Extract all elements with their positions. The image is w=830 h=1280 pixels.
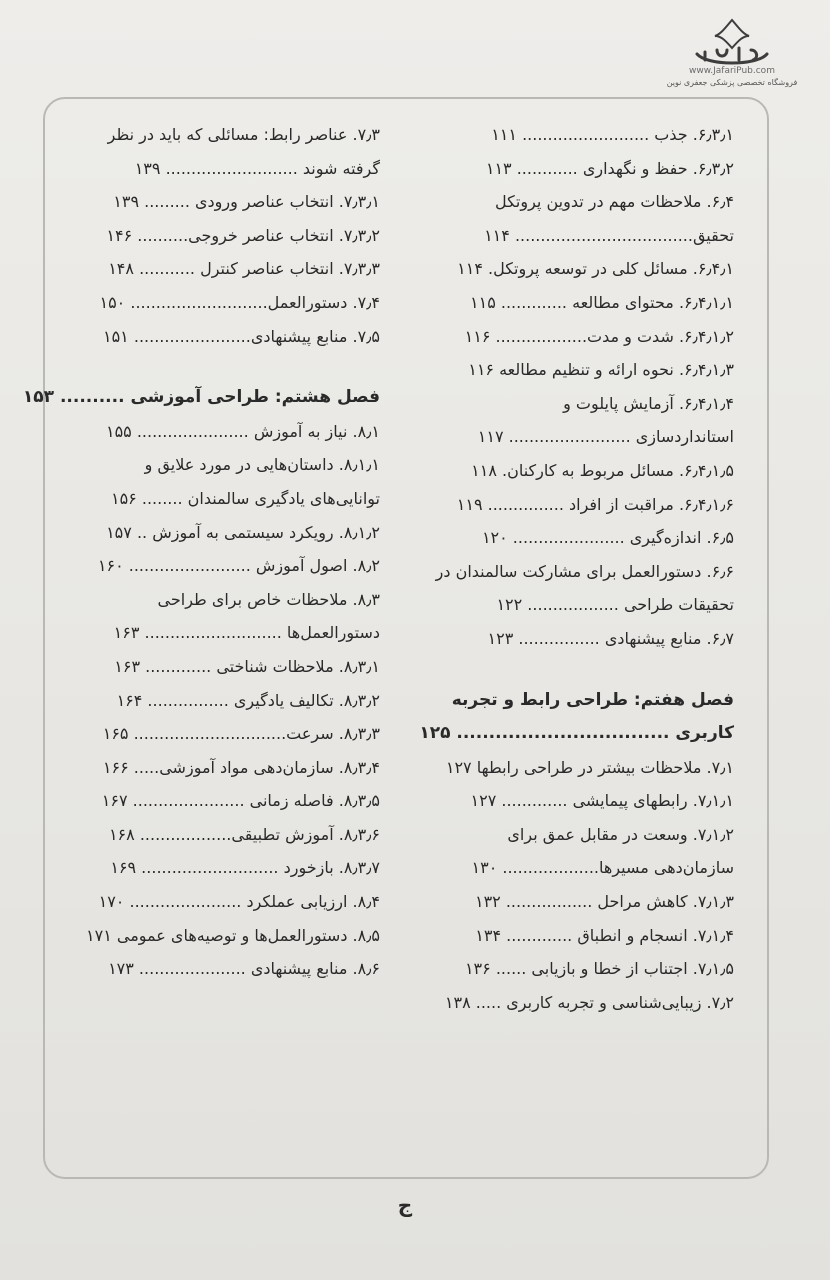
toc-entry: ۷٫۱٫۳. کاهش مراحل ................. ۱۳۲	[474, 892, 734, 912]
publisher-logo-icon	[687, 14, 777, 72]
toc-entry: ۶٫۴٫۱٫۴. آزمایش پایلوت و	[563, 393, 734, 413]
toc-entry: ۷٫۵. منابع پیشنهادی....................... ۱۵۱	[102, 326, 380, 346]
toc-column-left	[22, 118, 380, 986]
toc-entry: ۶٫۳٫۲. حفظ و نگهداری ............ ۱۱۳	[485, 158, 734, 178]
toc-entry: ۷٫۳. عناصر رابط: مسائلی که باید در نظر	[107, 125, 380, 144]
toc-entry: توانایی‌های یادگیری سالمندان ........ ۱۵۶	[110, 488, 380, 508]
toc-entry: ۶٫۴٫۱٫۵. مسائل مربوط به کارکنان. ۱۱۸	[471, 460, 734, 480]
toc-entry: تحقیق................................... ۱۱۴	[484, 225, 734, 245]
toc-entry: ۶٫۵. اندازه‌گیری ...................... ۱۲۰	[481, 528, 734, 548]
toc-entry: ۶٫۷. منابع پیشنهادی ................ ۱۲۳	[487, 628, 734, 648]
section-gap	[412, 656, 734, 684]
toc-entry: ۷٫۱٫۴. انسجام و انطباق ............. ۱۳۴	[475, 925, 734, 945]
toc-entry: ۸٫۳٫۱. ملاحظات شناختی ............. ۱۶۳	[114, 656, 380, 676]
toc-entry: ۸٫۱٫۱. داستان‌هایی در مورد علایق و	[144, 455, 380, 475]
toc-entry: ۸٫۵. دستورالعمل‌ها و توصیه‌های عمومی ۱۷۱	[86, 925, 380, 945]
toc-entry: ۸٫۴. ارزیابی عملکرد ...................... ۱۷۰	[98, 892, 380, 912]
chapter-heading: کاربری ................................. ۱۲۵	[419, 723, 734, 744]
toc-entry: ۸٫۱. نیاز به آموزش ...................... ۱۵۵	[105, 421, 380, 441]
toc-entry: ۸٫۳٫۲. تکالیف یادگیری ................ ۱۶۴	[116, 690, 380, 710]
toc-entry: استانداردسازی ........................ ۱۱۷	[477, 427, 734, 447]
watermark-shop: فروشگاه تخصصی پزشکی جعفری نوین	[666, 78, 798, 87]
toc-entry: ۶٫۴٫۱. مسائل کلی در توسعه پروتکل. ۱۱۴	[457, 259, 734, 279]
toc-entry: ۸٫۱٫۲. رویکرد سیستمی به آموزش .. ۱۵۷	[106, 522, 380, 542]
toc-entry: ۷٫۳٫۳. انتخاب عناصر کنترل ........... ۱۴۸	[108, 259, 380, 279]
toc-column-right	[412, 118, 734, 1019]
toc-entry: ۶٫۳٫۱. جذب ......................... ۱۱۱	[491, 125, 734, 144]
toc-entry: ۷٫۳٫۱. انتخاب عناصر ورودی ......... ۱۳۹	[113, 192, 380, 212]
chapter-heading: فصل هشتم: طراحی آموزشی .......... ۱۵۳	[22, 387, 380, 408]
toc-entry: ۶٫۴٫۱٫۲. شدت و مدت.................. ۱۱۶	[464, 326, 734, 346]
toc-entry: ۸٫۳٫۳. سرعت.............................. ۱۶۵	[102, 724, 380, 744]
toc-entry: ۷٫۱. ملاحظات بیشتر در طراحی رابطها ۱۲۷	[445, 757, 734, 777]
toc-entry: ۸٫۲. اصول آموزش ........................ ۱۶۰	[97, 556, 380, 576]
toc-entry: ۷٫۲. زیبایی‌شناسی و تجربه کاربری ..... ۱۳۸	[444, 992, 734, 1012]
section-gap	[64, 353, 380, 381]
toc-entry: ۶٫۴٫۱٫۱. محتوای مطالعه ............. ۱۱۵	[470, 292, 734, 312]
toc-entry: سازمان‌دهی مسیرها................... ۱۳۰	[471, 858, 734, 878]
toc-entry: ۷٫۱٫۲. وسعت در مقابل عمق برای	[507, 824, 734, 844]
toc-entry: ۸٫۳٫۷. بازخورد ........................... ۱۶۹	[110, 858, 380, 878]
toc-entry: ۶٫۶. دستورالعمل برای مشارکت سالمندان در	[435, 561, 734, 581]
page-number: ج	[397, 1193, 413, 1217]
toc-entry: ۸٫۳. ملاحظات خاص برای طراحی	[157, 589, 380, 609]
toc-entry: ۷٫۱٫۵. اجتناب از خطا و بازیابی ...... ۱۳۶	[464, 959, 734, 979]
toc-entry: ۸٫۳٫۶. آموزش تطبیقی.................. ۱۶۸	[108, 824, 380, 844]
toc-entry: دستورالعمل‌ها ........................... ۱۶۳	[113, 623, 380, 643]
chapter-heading: فصل هفتم: طراحی رابط و تجربه	[451, 689, 734, 710]
toc-entry: گرفته شوند .......................... ۱۳۹	[134, 158, 380, 178]
toc-entry: ۸٫۳٫۴. سازمان‌دهی مواد آموزشی..... ۱۶۶	[102, 757, 380, 777]
toc-entry: ۷٫۴. دستورالعمل........................... ۱۵۰	[99, 292, 380, 312]
toc-entry: ۶٫۴. ملاحظات مهم در تدوین پروتکل	[494, 192, 734, 212]
publisher-watermark	[662, 14, 802, 106]
toc-entry: ۷٫۱٫۱. رابطهای پیمایشی ............. ۱۲۷	[470, 791, 734, 811]
toc-entry: ۸٫۶. منابع پیشنهادی ..................... ۱۷۳	[108, 959, 380, 979]
toc-entry: تحقیقات طراحی .................. ۱۲۲	[496, 595, 734, 615]
toc-entry: ۷٫۳٫۲. انتخاب عناصر خروجی.......... ۱۴۶	[106, 225, 380, 245]
toc-entry: ۸٫۳٫۵. فاصله زمانی ...................... ۱۶۷	[101, 791, 380, 811]
toc-entry: ۶٫۴٫۱٫۳. نحوه ارائه و تنظیم مطالعه ۱۱۶	[468, 360, 734, 380]
watermark-site: www.JafariPub.com	[689, 66, 775, 76]
toc-entry: ۶٫۴٫۱٫۶. مراقبت از افراد ............... ۱۱۹	[456, 494, 734, 514]
